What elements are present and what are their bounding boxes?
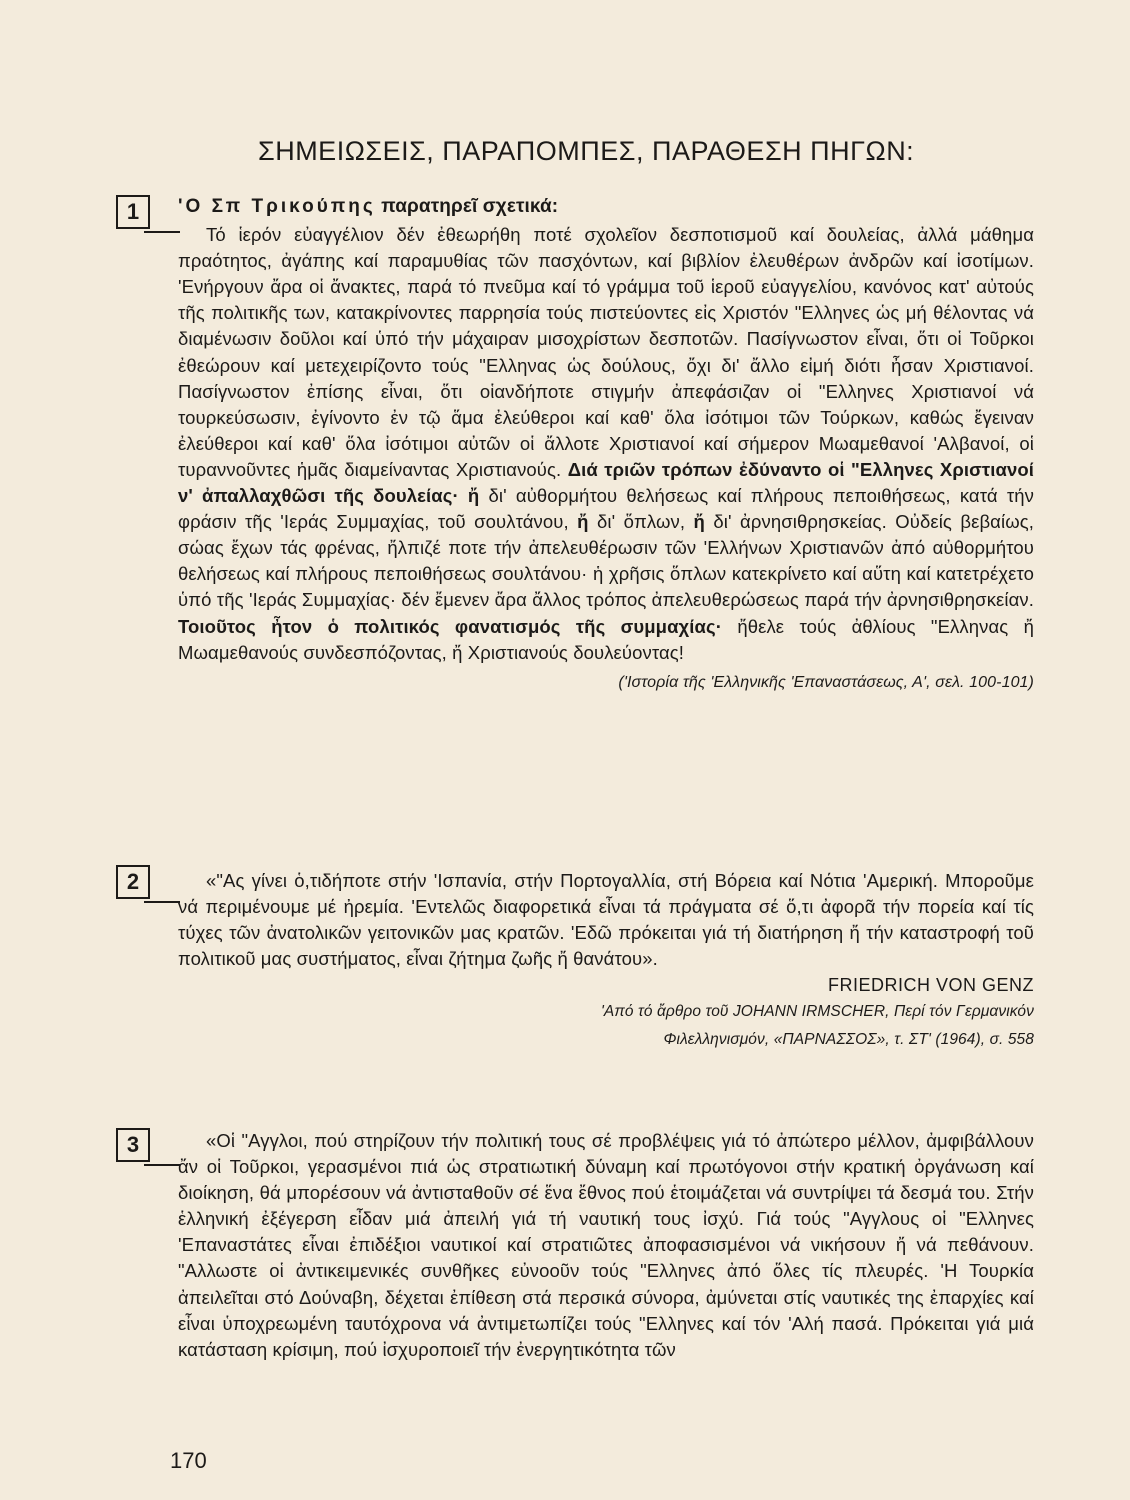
note-1-text-b: δι' αὐθορμήτου θελήσεως καί πλήρους πεποιθήσεως, κατά τήν φράσιν τῆς 'Ιεράς Συμμαχίας, τοῦ σουλτάνου, — [178, 485, 1034, 533]
page-title: ΣΗΜΕΙΩΣΕΙΣ, ΠΑΡΑΠΟΜΠΕΣ, ΠΑΡΑΘΕΣΗ ΠΗΓΩΝ: — [258, 136, 915, 166]
note-1-text-a: Τό ἱερόν εὐαγγέλιον δέν ἐθεωρήθη ποτέ σχολεῖον δεσποτισμοῦ καί δουλείας, ἀλλά μάθημα πραότητος, ἀγάπης καί παραμυθίας τῶν πασχόντων, καί βιβλίον ἐλευθέρων ἀνδρῶν καί ἰσοτίμων. 'Ενήργουν ἄρα οἱ ἄνακτες, παρά τό πνεῦμα καί τό γράμμα τοῦ ἱεροῦ εὐαγγελίου, κανόνος κατ' αὐτούς τῆς πολιτικῆς των, κατακρίνοντες παρρησία τούς πιστεύοντες εἰς Χριστόν "Ελληνες ὡς μή θέλοντας νά διαμένωσιν δοῦλοι καί ὑπό τήν μάχαιραν μισοχρίστων δεσποτῶν. Πασίγνωστον εἶναι, ὅτι οἱ Τοῦρκοι ἐθεώρουν καί μετεχειρίζοντο τούς "Ελληνας ὡς δούλους, ὄχι δι' ἄλλο εἰμή διότι ἦσαν Χριστιανοί. Πασίγνωστον ἐπίσης εἶναι, ὅτι οἱανδήποτε στιγμήν ἀπεφάσιζαν οἱ "Ελληνες Χριστιανοί νά τουρκεύσωσιν, ἐγίνοντο ἐν τῷ ἅμα ἐλεύθεροι καί καθ' ὅλα ἰσότιμοι τῶν Τούρκων, καθώς ἔγειναν ἐλεύθεροι καί καθ' ὅλα ἰσότιμοι αὐτῶν οἱ ἄλλοτε Χριστιανοί καί σήμερον Μωαμεθανοί 'Αλβανοί, οἱ τυραννοῦντες ἡμᾶς διαμείναντας Χριστιανούς. — [178, 224, 1034, 480]
note-3-paragraph — [178, 1128, 1034, 1363]
note-1-citation: ('Ιστορία τῆς 'Ελληνικῆς 'Επαναστάσεως, Α', σελ. 100-101) — [618, 673, 1034, 691]
note-number-2: 2 — [116, 865, 150, 899]
note-1-bold-b: ἤ — [577, 511, 589, 533]
page-number: 170 — [170, 1448, 207, 1473]
note-number-1: 1 — [116, 195, 150, 229]
note-1-text-e: ἤθελε τούς ἀθλίους "Ελληνας ἤ Μωαμεθανούς συνδεσπόζοντας, ἤ Χριστιανούς δουλεύοντας! — [178, 615, 1034, 663]
note-1-bold-c: ἤ — [693, 511, 705, 533]
note-1-text-c: δι' ὅπλων, — [588, 511, 694, 533]
note-3-body — [178, 1128, 1034, 1363]
note-2-text: «"Ας γίνει ὁ,τιδήποτε στήν 'Ισπανία, στήν Πορτογαλλία, στή Βόρεια καί Νότια 'Αμερική. Μποροῦμε νά περιμένουμε μέ ἠρεμία. 'Εντελῶς διαφορετικά εἶναι τά πράγματα σέ ὅ,τι ἀφορᾶ τήν πορεία καί τίς τύχες τῶν ἀνατολικῶν γειτονικῶν μας κρατῶν. 'Εδῶ πρόκειται γιά τή διατήρηση ἤ τήν καταστροφή τοῦ πολιτικοῦ μας συστήματος, εἶναι ζήτημα ζωῆς ἤ θανάτου». — [178, 870, 1034, 970]
note-2-body — [178, 868, 1034, 1054]
note-1-heading-rest: παρατηρεῖ σχετικά: — [375, 196, 559, 217]
note-1-heading-lead: 'Ο Σπ Τρικούπης — [178, 196, 376, 217]
note-3-text: «Οἱ "Αγγλοι, πού στηρίζουν τήν πολιτική τους σέ προβλέψεις γιά τό ἀπώτερο μέλλον, ἀμφιβάλλουν ἄν οἱ Τοῦρκοι, γερασμένοι πιά ὡς στρατιωτική δύναμη καί πρωτόγονοι στήν κρατική ὀργάνωση καί διοίκηση, θά μπορέσουν νά ἀντισταθοῦν σέ ἕνα ἔθνος πού ἑτοιμάζεται νά συντρίψει τά δεσμά του. Στήν ἑλληνική ἐξέγερση εἶδαν μιά ἀπειλή γιά τή ναυτική τους ἰσχύ. Γιά τούς "Αγγλους οἱ "Ελληνες 'Επαναστάτες εἶναι ἐπιδέξιοι ναυτικοί καί στρατιῶτες ἀποφασισμένοι νά νικήσουν ἤ νά πεθάνουν. "Αλλωστε οἱ ἀντικειμενικές συνθῆκες εὐνοοῦν τούς "Ελληνες ἀπό ὅλες τίς πλευρές. 'Η Τουρκία ἀπειλεῖται στό Δούναβη, δέχεται ἐπίθεση στά περσικά σύνορα, ἀμύνεται στίς ναυτικές της ἐπαρχίες καί εἶναι ὑποχρεωμένη ταυτόχρονα νά ἀντιμετωπίζει τούς "Ελληνες καί τόν 'Αλή πασά. Πρόκειται γιά μιά κατάσταση κρίσιμη, πού ἰσχυροποιεῖ τήν ἐνεργητικότητα τῶν — [178, 1130, 1034, 1360]
note-1-paragraph — [178, 222, 1034, 666]
note-1-body — [178, 194, 1034, 696]
note-2-paragraph — [178, 868, 1034, 972]
note-1-text-d: δι' ἀρνησιθρησκείας. Οὐδείς βεβαίως, σώας ἔχων τάς φρένας, ἤλπιζέ ποτε τήν ἀπελευθέρωσιν τῶν 'Ελλήνων Χριστιανῶν ἀπό αὐθορμήτου θελήσεως καί πλήρους πεποιθήσεως σουλτάνου· ἡ χρῆσις ὅπλων κατεκρίνετο καί αὕτη καί κατετρέχετο ὑπό τῆς 'Ιεράς Συμμαχίας· δέν ἔμενεν ἄρα ἄλλος τρόπος ἀπελευθερώσεως παρά τήν ἀρνησιθρησκείαν. — [178, 511, 1034, 611]
note-2-source-line-2: Φιλελληνισμόν, «ΠΑΡΝΑΣΣΟΣ», τ. ΣΤ' (1964), σ. 558 — [663, 1031, 1034, 1049]
note-1-bold-d: Τοιοῦτος ἦτον ὁ πολιτικός φανατισμός τῆς συμμαχίας· — [178, 615, 722, 637]
note-2-author: FRIEDRICH VON GENZ — [827, 975, 1034, 996]
note-number-3: 3 — [116, 1128, 150, 1162]
note-2-source-line-1: 'Από τό ἄρθρο τοῦ JOHANN IRMSCHER, Περί τόν Γερμανικόν — [600, 1003, 1034, 1021]
note-1-heading — [178, 194, 1034, 220]
note-1-bold-a: Διά τριῶν τρόπων ἐδύναντο οἱ "Ελληνες Χριστιανοί ν' ἀπαλλαχθῶσι τῆς δουλείας· ἤ — [178, 458, 1034, 507]
